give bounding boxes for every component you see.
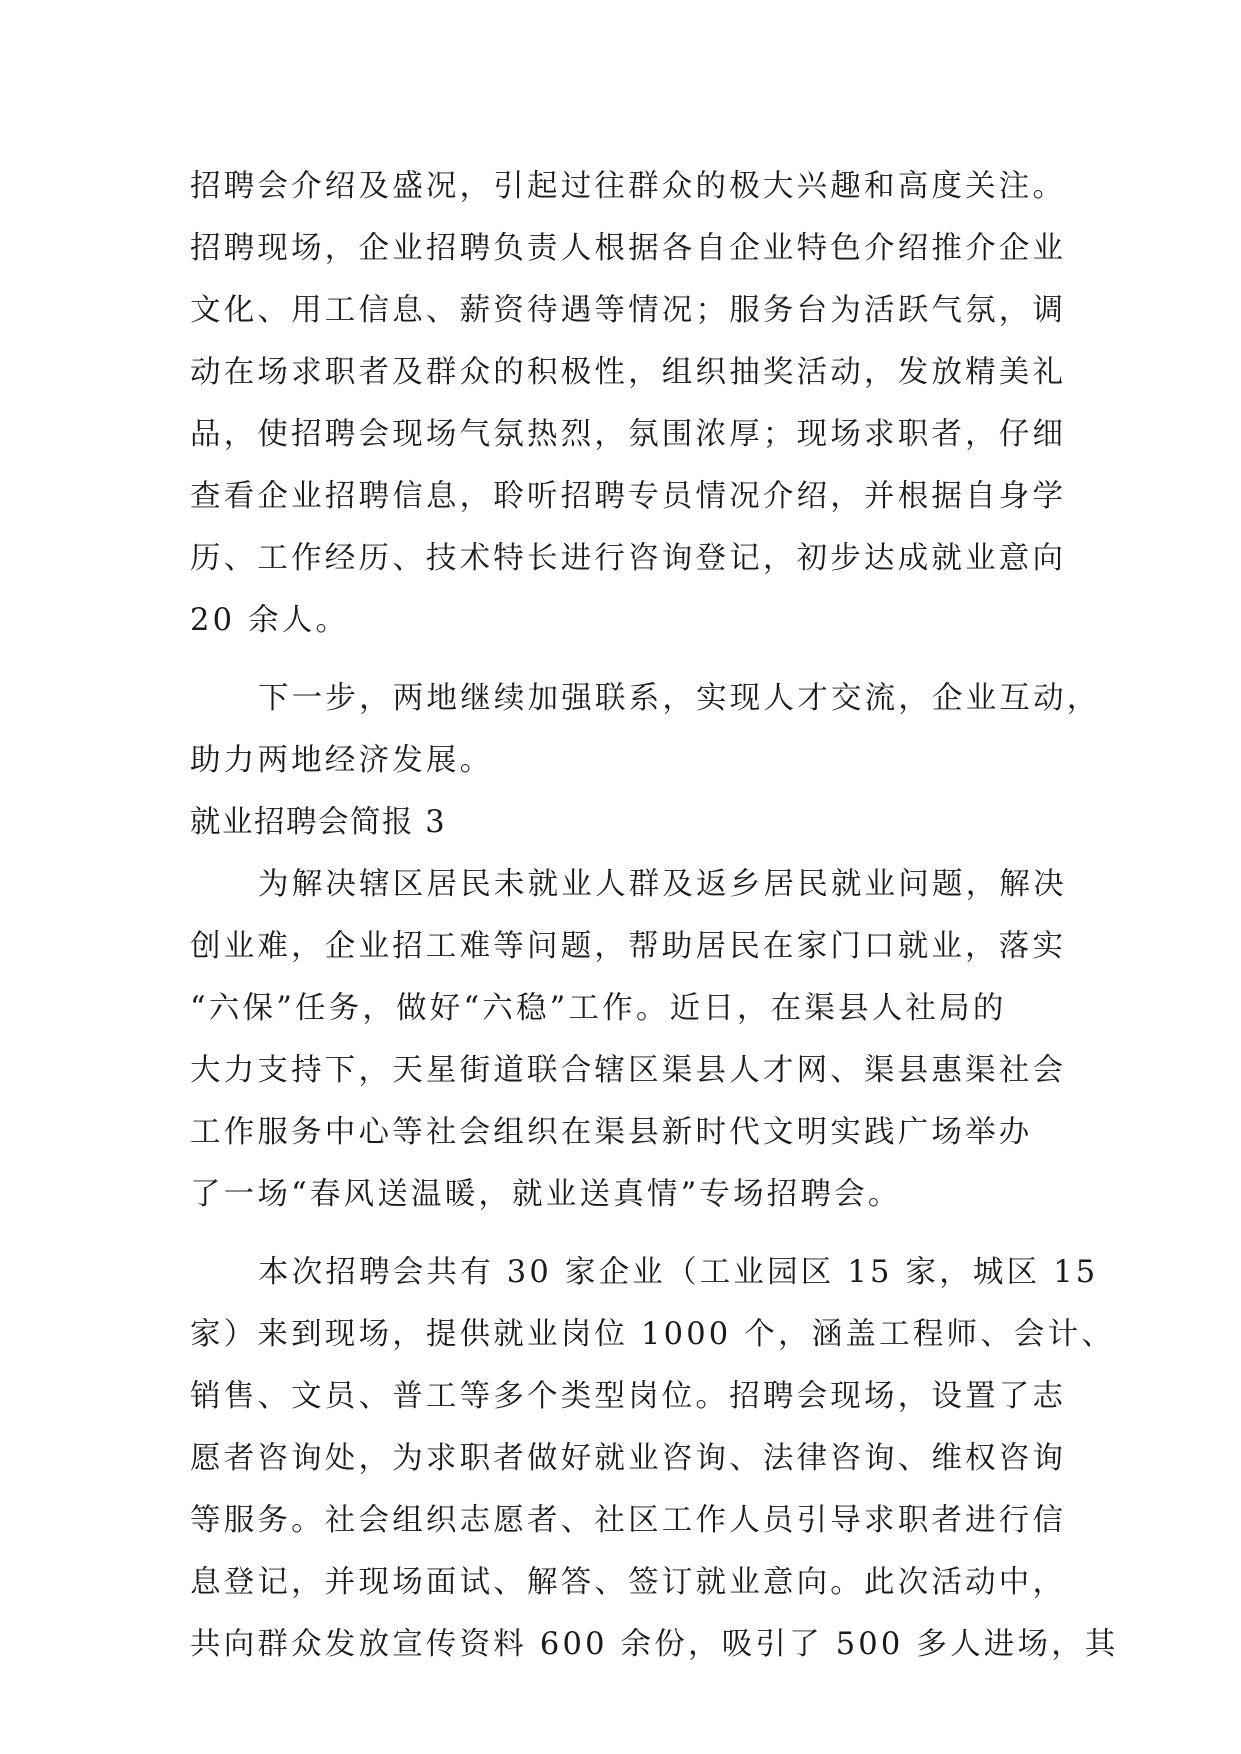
paragraph-details xyxy=(190,1242,1119,1676)
text-line: 息登记，并现场面试、解答、签订就业意向。此次活动中， xyxy=(190,1565,1067,1600)
text-line: 大力支持下，天星街道联合辖区渠县人才网、渠县惠渠社会 xyxy=(190,1053,1067,1088)
text-line: 了一场“春风送温暖，就业送真情”专场招聘会。 xyxy=(190,1177,902,1212)
heading-text: 就业招聘会简报 3 xyxy=(190,805,447,840)
text-line: 助力两地经济发展。 xyxy=(190,743,494,778)
text-line: 20 余人。 xyxy=(190,603,350,638)
text-line: 查看企业招聘信息，聆听招聘专员情况介绍，并根据自身学 xyxy=(190,479,1067,514)
paragraph-continued xyxy=(190,156,1067,652)
document-body xyxy=(190,156,1119,1676)
text-line: 愿者咨询处，为求职者做好就业咨询、法律咨询、维权咨询 xyxy=(190,1441,1067,1476)
text-line: 历、工作经历、技术特长进行咨询登记，初步达成就业意向 xyxy=(190,541,1067,576)
text-line: 品，使招聘会现场气氛热烈，氛围浓厚；现场求职者，仔细 xyxy=(190,417,1067,452)
text-line: 下一步，两地继续加强联系，实现人才交流，企业互动， xyxy=(258,681,1101,716)
text-line: 创业难，企业招工难等问题，帮助居民在家门口就业，落实 xyxy=(190,929,1067,964)
text-line: “六保”任务，做好“六稳”工作。近日，在渠县人社局的 xyxy=(190,991,1007,1026)
text-line: 文化、用工信息、薪资待遇等情况；服务台为活跃气氛，调 xyxy=(190,293,1067,328)
text-line: 工作服务中心等社会组织在渠县新时代文明实践广场举办 xyxy=(190,1115,1033,1150)
text-line: 本次招聘会共有 30 家企业（工业园区 15 家，城区 15 xyxy=(258,1255,1099,1290)
text-line: 销售、文员、普工等多个类型岗位。招聘会现场，设置了志 xyxy=(190,1379,1067,1414)
text-line: 招聘现场，企业招聘负责人根据各自企业特色介绍推介企业 xyxy=(190,231,1067,266)
paragraph-intro xyxy=(190,854,1067,1226)
text-line: 等服务。社会组织志愿者、社区工作人员引导求职者进行信 xyxy=(190,1503,1067,1538)
paragraph-next-steps xyxy=(190,668,1101,792)
text-line: 动在场求职者及群众的积极性，组织抽奖活动，发放精美礼 xyxy=(190,355,1067,390)
text-line: 招聘会介绍及盛况，引起过往群众的极大兴趣和高度关注。 xyxy=(190,169,1067,204)
text-line: 为解决辖区居民未就业人群及返乡居民就业问题，解决 xyxy=(258,867,1067,902)
text-line: 共向群众发放宣传资料 600 余份，吸引了 500 多人进场，其 xyxy=(190,1627,1119,1662)
text-line: 家）来到现场，提供就业岗位 1000 个，涵盖工程师、会计、 xyxy=(190,1317,1116,1352)
section-heading xyxy=(190,792,1060,854)
